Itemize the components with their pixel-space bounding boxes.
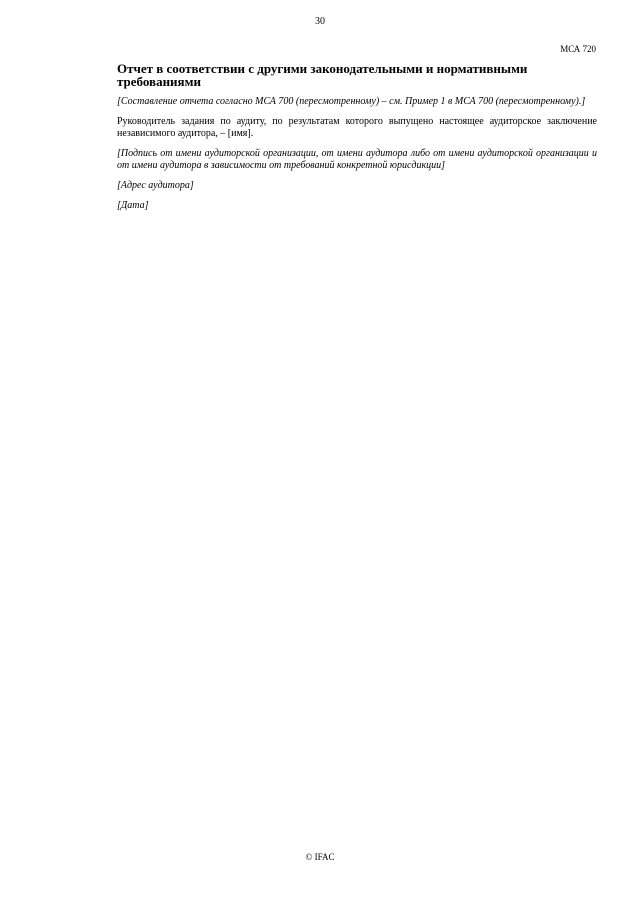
section-heading: Отчет в соответствии с другими законодательными и нормативными требованиями bbox=[117, 61, 528, 89]
auditor-address-note: [Адрес аудитора] bbox=[117, 180, 194, 191]
signature-note: [Подпись от имени аудиторской организации, от имени аудитора либо от имени аудиторской организации и от имени аудитора в зависимости от требований конкретной юрисдикции] bbox=[117, 148, 597, 171]
main-content bbox=[117, 62, 597, 220]
date-note: [Дата] bbox=[117, 200, 149, 211]
document-code: МСА 720 bbox=[560, 44, 596, 54]
reporting-note: [Составление отчета согласно МСА 700 (пересмотренному) – см. Пример 1 в МСА 700 (пересмотренному).] bbox=[117, 96, 586, 107]
copyright-footer: © IFAC bbox=[305, 852, 335, 862]
engagement-partner-text: Руководитель задания по аудиту, по результатам которого выпущено настоящее аудиторское заключение независимого аудитора, – [имя]. bbox=[117, 116, 597, 139]
page-number: 30 bbox=[315, 16, 325, 27]
